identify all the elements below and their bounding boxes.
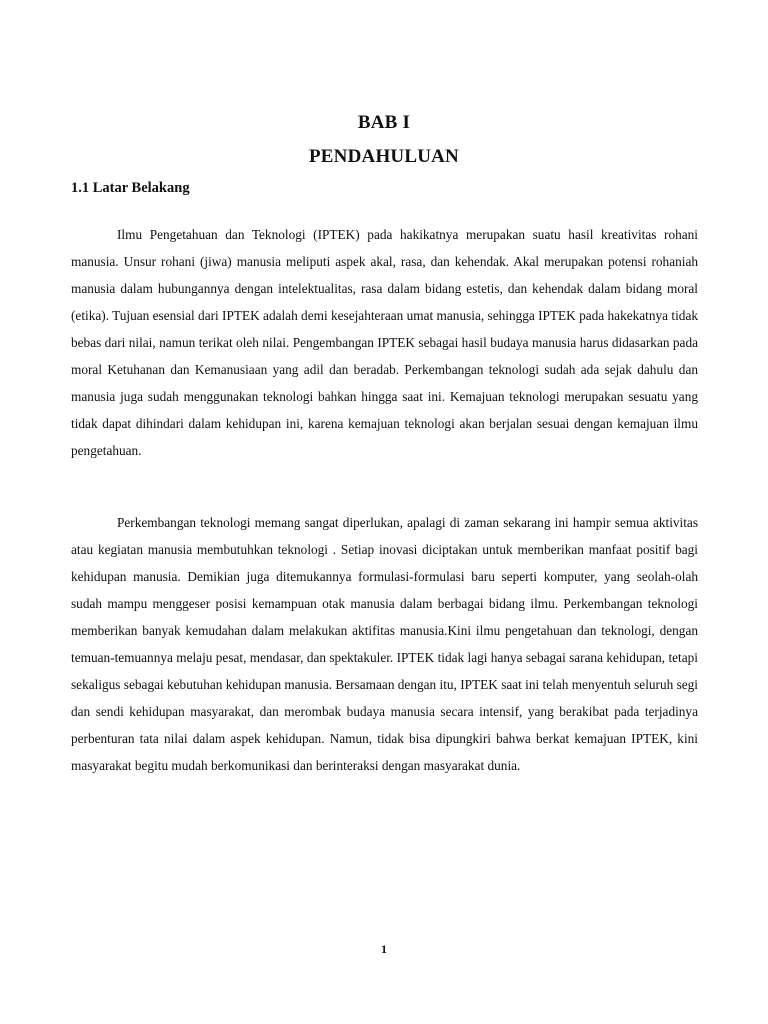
section-heading: 1.1 Latar Belakang — [71, 180, 190, 196]
page-number: 1 — [381, 942, 387, 956]
body-paragraph-2: Perkembangan teknologi memang sangat diperlukan, apalagi di zaman sekarang ini hampir semua aktivitas atau kegiatan manusia membutuhkan teknologi . Setiap inovasi diciptakan untuk memberikan manfaat positif bagi kehidupan manusia. Demikian juga ditemukannya formulasi-formulasi baru seperti komputer, yang seolah-olah sudah mampu menggeser posisi kemampuan otak manusia dalam berbagai bidang ilmu. Perkembangan teknologi memberikan banyak kemudahan dalam melakukan aktifitas manusia.Kini ilmu pengetahuan dan teknologi, dengan temuan-temuannya melaju pesat, mendasar, dan spektakuler. IPTEK tidak lagi hanya sebagai sarana kehidupan, tetapi sekaligus sebagai kebutuhan kehidupan manusia. Bersamaan dengan itu, IPTEK saat ini telah menyentuh seluruh segi dan sendi kehidupan masyarakat, dan merombak budaya manusia secara intensif, yang berakibat pada terjadinya perbenturan tata nilai dalam aspek kehidupan. Namun, tidak bisa dipungkiri bahwa berkat kemajuan IPTEK, kini masyarakat begitu mudah berkomunikasi dan berinteraksi dengan masyarakat dunia. — [71, 515, 699, 773]
body-paragraph-1: Ilmu Pengetahuan dan Teknologi (IPTEK) pada hakikatnya merupakan suatu hasil kreativitas rohani manusia. Unsur rohani (jiwa) manusia meliputi aspek akal, rasa, dan kehendak. Akal merupakan potensi rohaniah manusia dalam hubungannya dengan intelektualitas, rasa dalam bidang estetis, dan kehendak dalam bidang moral (etika). Tujuan esensial dari IPTEK adalah demi kesejahteraan umat manusia, sehingga IPTEK pada hakekatnya tidak bebas dari nilai, namun terikat oleh nilai. Pengembangan IPTEK sebagai hasil budaya manusia harus didasarkan pada moral Ketuhanan dan Kemanusiaan yang adil dan beradab. Perkembangan teknologi sudah ada sejak dahulu dan manusia juga sudah menggunakan teknologi bahkan hingga saat ini. Kemajuan teknologi merupakan sesuatu yang tidak dapat dihindari dalam kehidupan ini, karena kemajuan teknologi akan berjalan sesuai dengan kemajuan ilmu pengetahuan. — [71, 227, 698, 458]
chapter-number: BAB I — [357, 112, 411, 133]
chapter-title: PENDAHULUAN — [309, 146, 459, 167]
